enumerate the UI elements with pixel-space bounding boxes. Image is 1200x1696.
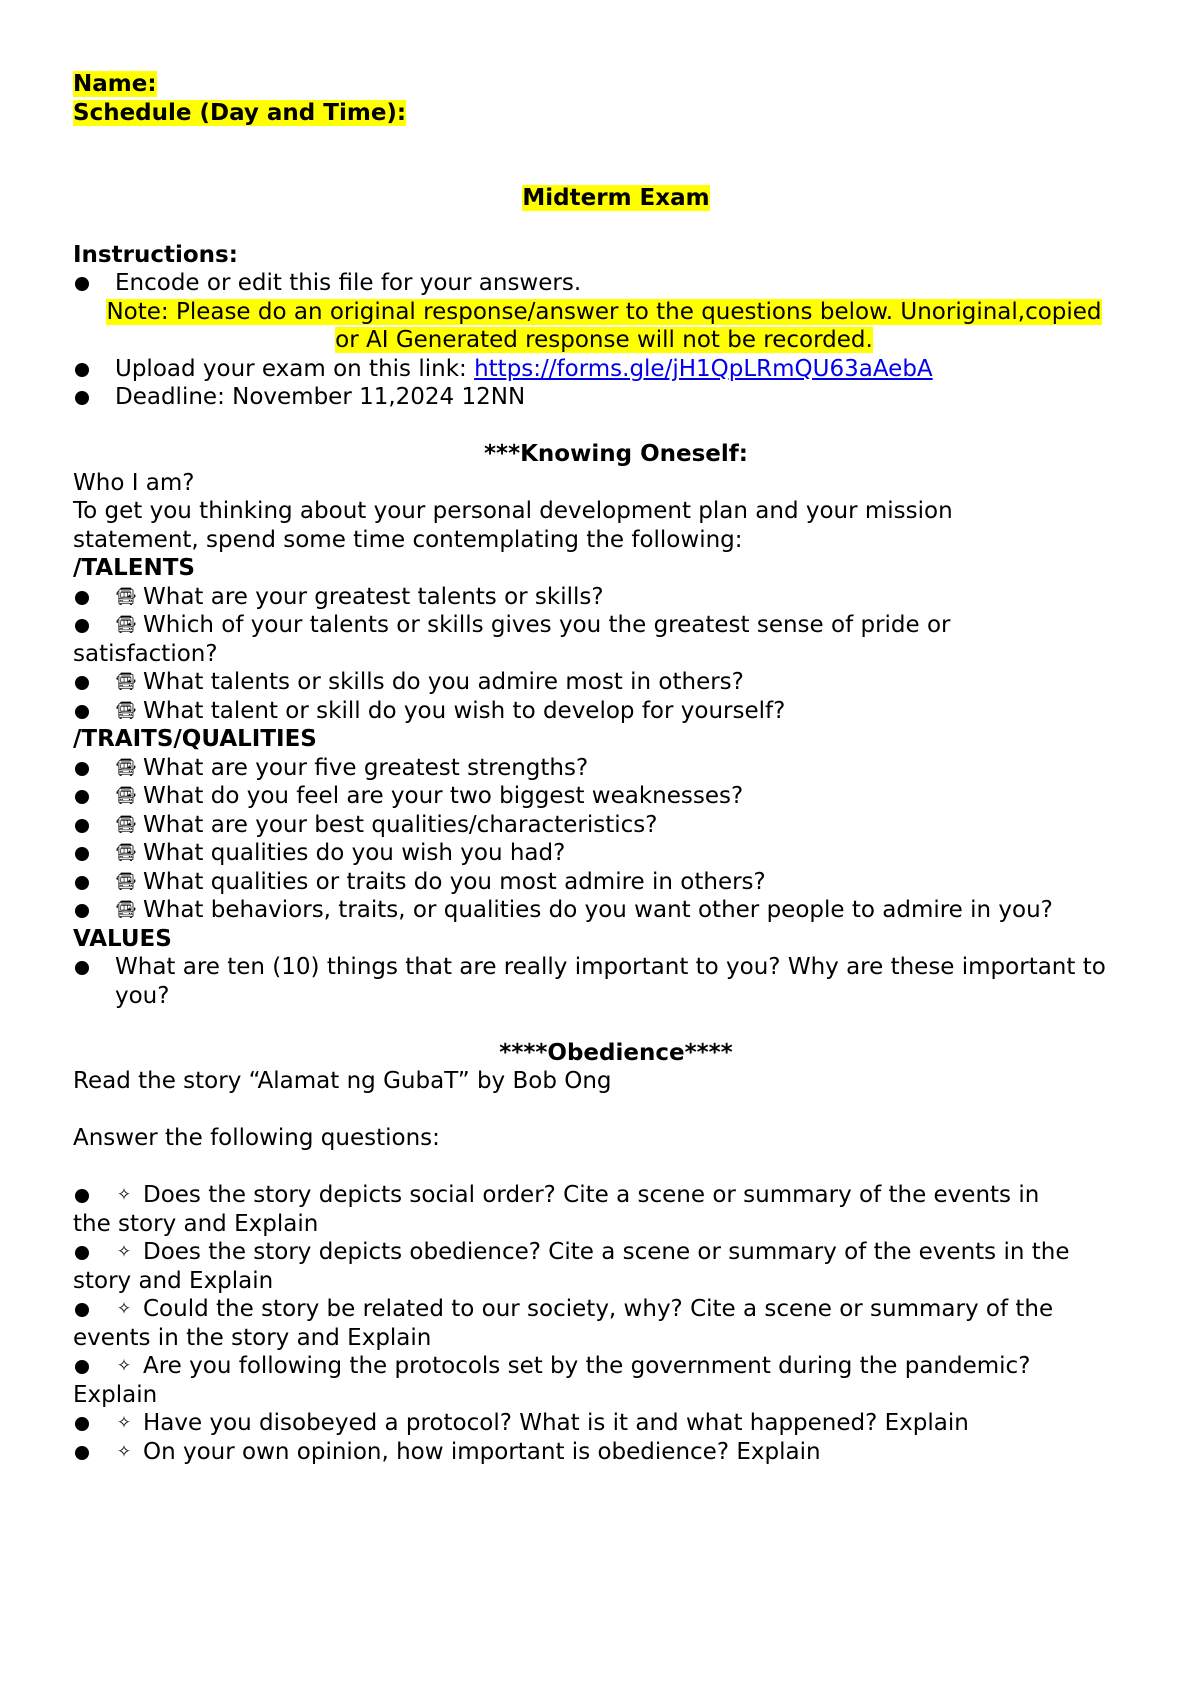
bullet-icon bbox=[75, 904, 89, 918]
bus-icon: 🚍︎ bbox=[115, 843, 137, 863]
instructions-heading: Instructions: bbox=[73, 241, 238, 268]
bullet-icon bbox=[75, 705, 89, 719]
page-title: Midterm Exam bbox=[522, 184, 710, 211]
bullet-icon bbox=[75, 1303, 89, 1317]
bus-icon: 🚍︎ bbox=[115, 900, 137, 920]
bullet-icon bbox=[75, 790, 89, 804]
list-item: ✧ Could the story be related to our society, why? Cite a scene or summary of the bbox=[73, 1295, 1135, 1324]
list-item: ✧ Does the story depicts obedience? Cite a scene or summary of the events in the bbox=[73, 1238, 1135, 1267]
list-item: Deadline: November 11,2024 12NN bbox=[73, 383, 1135, 412]
bullet-icon bbox=[75, 676, 89, 690]
bus-icon: 🚍︎ bbox=[115, 786, 137, 806]
sparkle-icon: ✧ bbox=[116, 1356, 132, 1376]
bullet-icon bbox=[75, 1446, 89, 1460]
list-item: ✧ Does the story depicts social order? Cite a scene or summary of the events in bbox=[73, 1181, 1135, 1210]
bus-icon: 🚍︎ bbox=[115, 586, 137, 607]
who-line: Who I am? bbox=[73, 469, 195, 496]
sparkle-icon: ✧ bbox=[116, 1413, 132, 1433]
bus-icon: 🚍︎ bbox=[115, 757, 137, 778]
list-item: 🚍︎ What qualities or traits do you most admire in others? bbox=[73, 868, 1135, 897]
list-item: What are ten (10) things that are really important to you? Why are these important to you? bbox=[73, 953, 1135, 1010]
bullet-icon bbox=[75, 1360, 89, 1374]
list-item: 🚍︎ Which of your talents or skills gives you the greatest sense of pride or bbox=[73, 611, 1135, 640]
sparkle-icon: ✧ bbox=[116, 1441, 132, 1462]
list-item: Upload your exam on this link: https://forms.gle/jH1QpLRmQU63aAebA bbox=[73, 355, 1135, 384]
upload-link[interactable]: https://forms.gle/jH1QpLRmQU63aAebA bbox=[474, 355, 933, 382]
section-heading-knowing: ***Knowing Oneself: bbox=[484, 441, 748, 467]
talents-heading: /TALENTS bbox=[73, 555, 195, 581]
list-item: 🚍︎ What are your greatest talents or skills? bbox=[73, 583, 1135, 612]
values-heading: VALUES bbox=[73, 925, 172, 952]
bullet-icon bbox=[75, 762, 89, 776]
bullet-icon bbox=[75, 1417, 89, 1431]
list-item: 🚍︎ What talent or skill do you wish to develop for yourself? bbox=[73, 697, 1135, 726]
traits-heading: /TRAITS/QUALITIES bbox=[73, 726, 317, 752]
bullet-icon bbox=[75, 363, 89, 377]
list-item: 🚍︎ What qualities do you wish you had? bbox=[73, 839, 1135, 868]
bullet-icon bbox=[75, 277, 89, 291]
bus-icon: 🚍︎ bbox=[115, 700, 137, 721]
list-item: 🚍︎ What are your five greatest strengths? bbox=[73, 754, 1135, 783]
bullet-icon bbox=[75, 619, 89, 633]
bullet-icon bbox=[75, 961, 89, 975]
list-item: 🚍︎ What behaviors, traits, or qualities do you want other people to admire in you? bbox=[73, 896, 1135, 925]
bullet-icon bbox=[75, 1189, 89, 1203]
bullet-icon bbox=[75, 1246, 89, 1260]
bus-icon: 🚍︎ bbox=[115, 871, 137, 892]
list-item: 🚍︎ What do you feel are your two biggest weaknesses? bbox=[73, 782, 1135, 811]
bus-icon: 🚍︎ bbox=[115, 814, 137, 835]
answer-line: Answer the following questions: bbox=[73, 1125, 440, 1151]
list-item: ✧ On your own opinion, how important is obedience? Explain bbox=[73, 1438, 1135, 1467]
bullet-icon bbox=[75, 819, 89, 833]
sparkle-icon: ✧ bbox=[116, 1242, 132, 1262]
bus-icon: 🚍︎ bbox=[115, 672, 137, 692]
bullet-icon bbox=[75, 391, 89, 405]
list-item: 🚍︎ What are your best qualities/characteristics? bbox=[73, 811, 1135, 840]
bus-icon: 🚍︎ bbox=[115, 615, 137, 635]
name-label: Name: bbox=[73, 71, 157, 97]
list-item: 🚍︎ What talents or skills do you admire most in others? bbox=[73, 668, 1135, 697]
list-item: ✧ Have you disobeyed a protocol? What is it and what happened? Explain bbox=[73, 1409, 1135, 1438]
read-line: Read the story “Alamat ng GubaT” by Bob Ong bbox=[73, 1068, 612, 1094]
document-page: Name: Schedule (Day and Time): Midterm Exam Instructions: Encode or edit this file for your answers. Note: Please do an original response/answer to the questions below. Unoriginal,copied or AI Generated response will not be recorded. Upload your exam on this link: https://forms.gle/jH1QpLRmQU63aAebA Deadline: November 11,2024 12NN ***Knowing Oneself: Who I am? To get you thinking about your personal development plan and your mission statement, spend some time contemplating the following: /TALENTS 🚍︎ What are your greatest talents or skills? 🚍︎ Which of your talents or skills gives you the greatest sense of pride or satisfaction? 🚍︎ What talents or skills do you admire most in others? 🚍︎ What talent or skill do you wish to develop for yourself? /TRAITS/QUALITIES 🚍︎ What are your five greatest strengths? 🚍︎ What do you feel are your two biggest weaknesses? 🚍︎ What are your best qualities/characteristics? 🚍︎ What qualities do you wish you had? 🚍︎ What qualities or traits do you most admire in others? 🚍︎ What behaviors, traits, or qualities do you want other people to admire in you? VALUES What are ten (10) things that are really important to you? Why are these important to you? ****Obedience**** Read the story “Alamat ng GubaT” by Bob Ong Answer the following questions: ✧ Does the story depicts social order? Cite a scene or summary of the events in the story and Explain ✧ Does the story depicts obedience? Cite a scene or summary of the events in the story and Explain ✧ Could the story be related to our society, why? Cite a scene or summary of the events in the story and Explain ✧ Are you following the protocols set by the government during the pandemic? Explain ✧ Have you disobeyed a protocol? What is it and what happened? Explain ✧ On your own opinion, how important is obedience? Explain bbox=[73, 70, 1135, 1466]
schedule-label: Schedule (Day and Time): bbox=[73, 99, 407, 126]
section-heading-obedience: ****Obedience**** bbox=[499, 1039, 733, 1066]
bullet-icon bbox=[75, 876, 89, 890]
note-paragraph: Note: Please do an original response/answer to the questions below. Unoriginal,copied bbox=[106, 298, 1102, 325]
sparkle-icon: ✧ bbox=[116, 1299, 132, 1319]
sparkle-icon: ✧ bbox=[116, 1185, 132, 1205]
bullet-icon bbox=[75, 847, 89, 861]
list-item: Encode or edit this file for your answers. bbox=[73, 269, 1135, 298]
bullet-icon bbox=[75, 591, 89, 605]
list-item: ✧ Are you following the protocols set by the government during the pandemic? bbox=[73, 1352, 1135, 1381]
